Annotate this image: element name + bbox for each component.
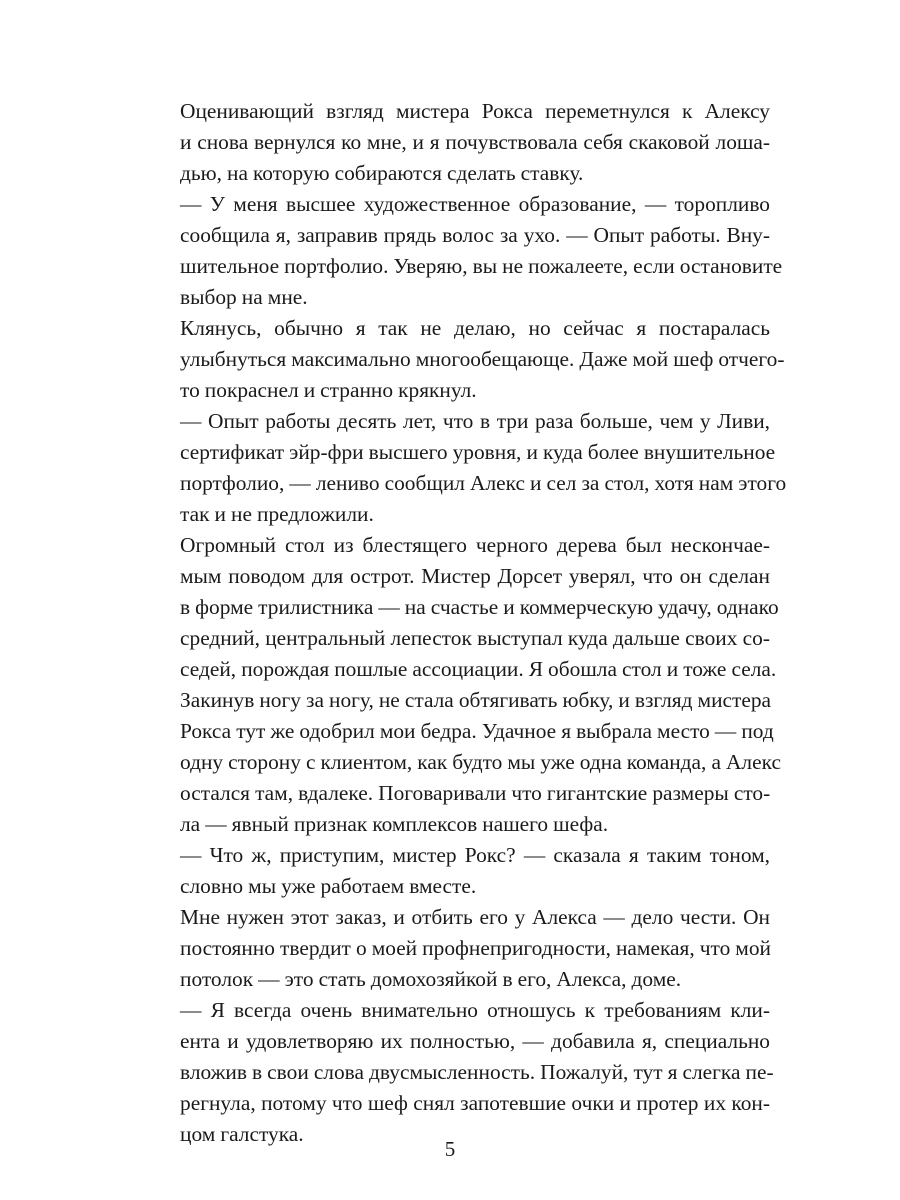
paragraph (142, 995, 774, 1150)
text-line: Огромный стол из блестящего черного дерева был нескончае- (180, 533, 770, 557)
body-text (142, 96, 787, 1150)
text-line: — У меня высшее художественное образование, — торопливо (180, 192, 770, 216)
text-line: выбор на мне. (180, 285, 308, 309)
text-line: ла — явный признак комплексов нашего шефа. (180, 812, 609, 836)
text-line: вложив в свои слова двусмысленность. Пожалуй, тут я слегка пе- (180, 1060, 774, 1084)
text-line: — Опыт работы десять лет, что в три раза больше, чем у Ливи, (180, 409, 770, 433)
text-line: Мне нужен этот заказ, и отбить его у Алекса — дело чести. Он (180, 905, 770, 929)
text-line: ента и удовлетворяю их полностью, — добавила я, специально (180, 1029, 770, 1053)
text-line: сообщила я, заправив прядь волос за ухо. — Опыт работы. Вну- (180, 223, 770, 247)
text-line: средний, центральный лепесток выступал куда дальше своих со- (180, 626, 770, 650)
text-line: остался там, вдалеке. Поговаривали что гигантские размеры сто- (180, 781, 771, 805)
text-line: потолок — это стать домохозяйкой в его, Алекса, доме. (180, 967, 682, 991)
text-line: портфолио, — лениво сообщил Алекс и сел за стол, хотя нам этого (180, 471, 787, 495)
text-line: и снова вернулся ко мне, и я почувствовала себя скаковой лоша- (180, 130, 770, 154)
text-line: то покраснел и странно крякнул. (180, 378, 477, 402)
paragraph (142, 530, 781, 840)
text-line: — Что ж, приступим, мистер Рокс? — сказала я таким тоном, (180, 843, 770, 867)
text-line: Закинув ногу за ногу, не стала обтягивать юбку, и взгляд мистера (180, 688, 772, 712)
text-line: Оценивающий взгляд мистера Рокса переметнулся к Алексу (180, 99, 770, 123)
paragraph (142, 902, 770, 995)
paragraph (142, 189, 783, 313)
text-line: дью, на которую собираются сделать ставку. (180, 161, 584, 185)
text-line: словно мы уже работаем вместе. (180, 874, 477, 898)
text-line: в форме трилистника — на счастье и коммерческую удачу, однако (180, 595, 779, 619)
text-line: сертификат эйр-фри высшего уровня, и куда более внушительное (180, 440, 776, 464)
paragraph (142, 840, 770, 902)
paragraph (142, 406, 787, 530)
page-number: 5 (444, 1137, 456, 1161)
text-line: Клянусь, обычно я так не делаю, но сейчас я постаралась (180, 316, 770, 340)
text-line: Рокса тут же одобрил мои бедра. Удачное я выбрала место — под (180, 719, 774, 743)
text-line: одну сторону с клиентом, как будто мы уже одна команда, а Алекс (180, 750, 781, 774)
paragraph (142, 96, 770, 189)
text-line: улыбнуться максимально многообещающе. Даже мой шеф отчего- (180, 347, 785, 371)
text-line: цом галстука. (180, 1122, 304, 1146)
paragraph (142, 313, 785, 406)
text-line: мым поводом для острот. Мистер Дорсет уверял, что он сделан (180, 564, 770, 588)
text-line: регнула, потому что шеф снял запотевшие очки и протер их кон- (180, 1091, 770, 1115)
text-line: — Я всегда очень внимательно отношусь к требованиям кли- (180, 998, 770, 1022)
text-line: так и не предложили. (180, 502, 374, 526)
text-line: шительное портфолио. Уверяю, вы не пожалеете, если остановите (180, 254, 783, 278)
text-line: постоянно твердит о моей профнепригодности, намекая, что мой (180, 936, 771, 960)
text-line: седей, порождая пошлые ассоциации. Я обошла стол и тоже села. (180, 657, 777, 681)
